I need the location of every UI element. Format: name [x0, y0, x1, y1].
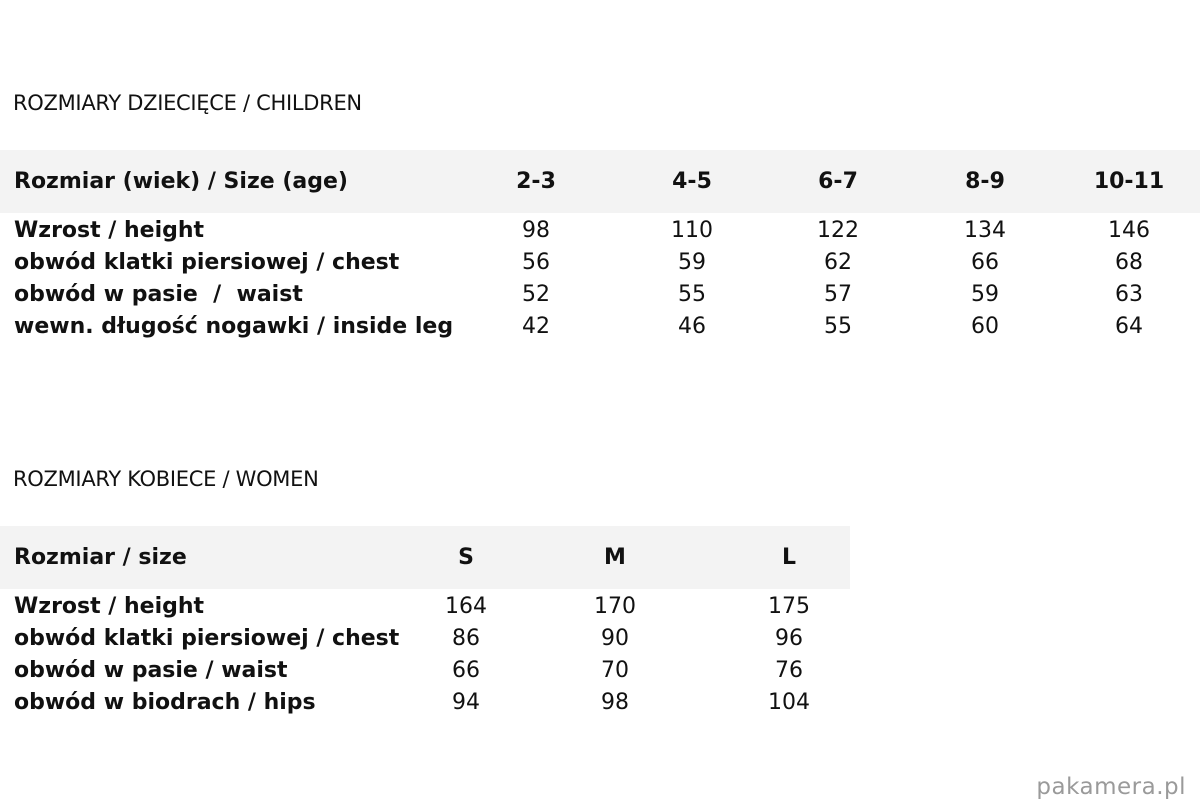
women-row-height: [0, 591, 850, 623]
children-size-header: 2-3: [516, 169, 556, 194]
women-row-chest: [0, 623, 850, 655]
children-size-header: 8-9: [965, 169, 1005, 194]
table-cell: 59: [971, 282, 999, 307]
women-size-header: S: [458, 545, 474, 570]
women-size-header: M: [604, 545, 626, 570]
table-cell: 122: [817, 218, 859, 243]
table-cell: 170: [594, 594, 636, 619]
children-section-title: ROZMIARY DZIECIĘCE / CHILDREN: [13, 91, 362, 115]
row-label: obwód w biodrach / hips: [14, 690, 316, 715]
table-cell: 96: [775, 626, 803, 651]
women-size-header: L: [781, 545, 797, 570]
women-size-table: [0, 526, 850, 719]
table-cell: 60: [971, 314, 999, 339]
table-cell: 42: [522, 314, 550, 339]
children-row-inside-leg: [0, 311, 1200, 343]
row-label: obwód klatki piersiowej / chest: [14, 626, 400, 651]
women-section-title: ROZMIARY KOBIECE / WOMEN: [13, 467, 319, 491]
table-cell: 98: [601, 690, 629, 715]
table-cell: 62: [824, 250, 852, 275]
table-cell: 55: [678, 282, 706, 307]
row-label: Wzrost / height: [14, 218, 205, 243]
row-label: Wzrost / height: [14, 594, 205, 619]
table-cell: 98: [522, 218, 550, 243]
row-label: obwód w pasie / waist: [14, 658, 288, 683]
women-header-label: Rozmiar / size: [14, 545, 187, 570]
children-size-header: 4-5: [672, 169, 712, 194]
table-cell: 164: [445, 594, 487, 619]
table-cell: 110: [671, 218, 713, 243]
table-cell: 59: [678, 250, 706, 275]
women-header-row: [0, 526, 850, 589]
table-cell: 90: [601, 626, 629, 651]
table-cell: 57: [824, 282, 852, 307]
table-cell: 64: [1115, 314, 1143, 339]
table-cell: 55: [824, 314, 852, 339]
children-size-header: 6-7: [818, 169, 858, 194]
table-cell: 66: [452, 658, 480, 683]
table-cell: 104: [768, 690, 810, 715]
table-cell: 68: [1115, 250, 1143, 275]
table-cell: 56: [522, 250, 550, 275]
table-cell: 52: [522, 282, 550, 307]
table-cell: 134: [964, 218, 1006, 243]
women-row-waist: [0, 655, 850, 687]
women-row-hips: [0, 687, 850, 719]
children-size-table: [0, 150, 1200, 343]
children-size-header: 10-11: [1093, 169, 1165, 194]
table-cell: 76: [775, 658, 803, 683]
table-cell: 70: [601, 658, 629, 683]
table-cell: 146: [1108, 218, 1150, 243]
table-cell: 46: [678, 314, 706, 339]
table-cell: 94: [452, 690, 480, 715]
row-label: obwód w pasie / waist: [14, 282, 303, 307]
table-cell: 175: [768, 594, 810, 619]
children-header-label: Rozmiar (wiek) / Size (age): [14, 169, 348, 194]
table-cell: 63: [1115, 282, 1143, 307]
row-label: obwód klatki piersiowej / chest: [14, 250, 400, 275]
row-label: wewn. długość nogawki / inside leg: [14, 314, 454, 339]
pakamera-watermark: pakamera.pl: [1036, 774, 1186, 800]
children-header-row: [0, 150, 1200, 213]
children-row-height: [0, 215, 1200, 247]
children-row-chest: [0, 247, 1200, 279]
table-cell: 66: [971, 250, 999, 275]
children-row-waist: [0, 279, 1200, 311]
table-cell: 86: [452, 626, 480, 651]
